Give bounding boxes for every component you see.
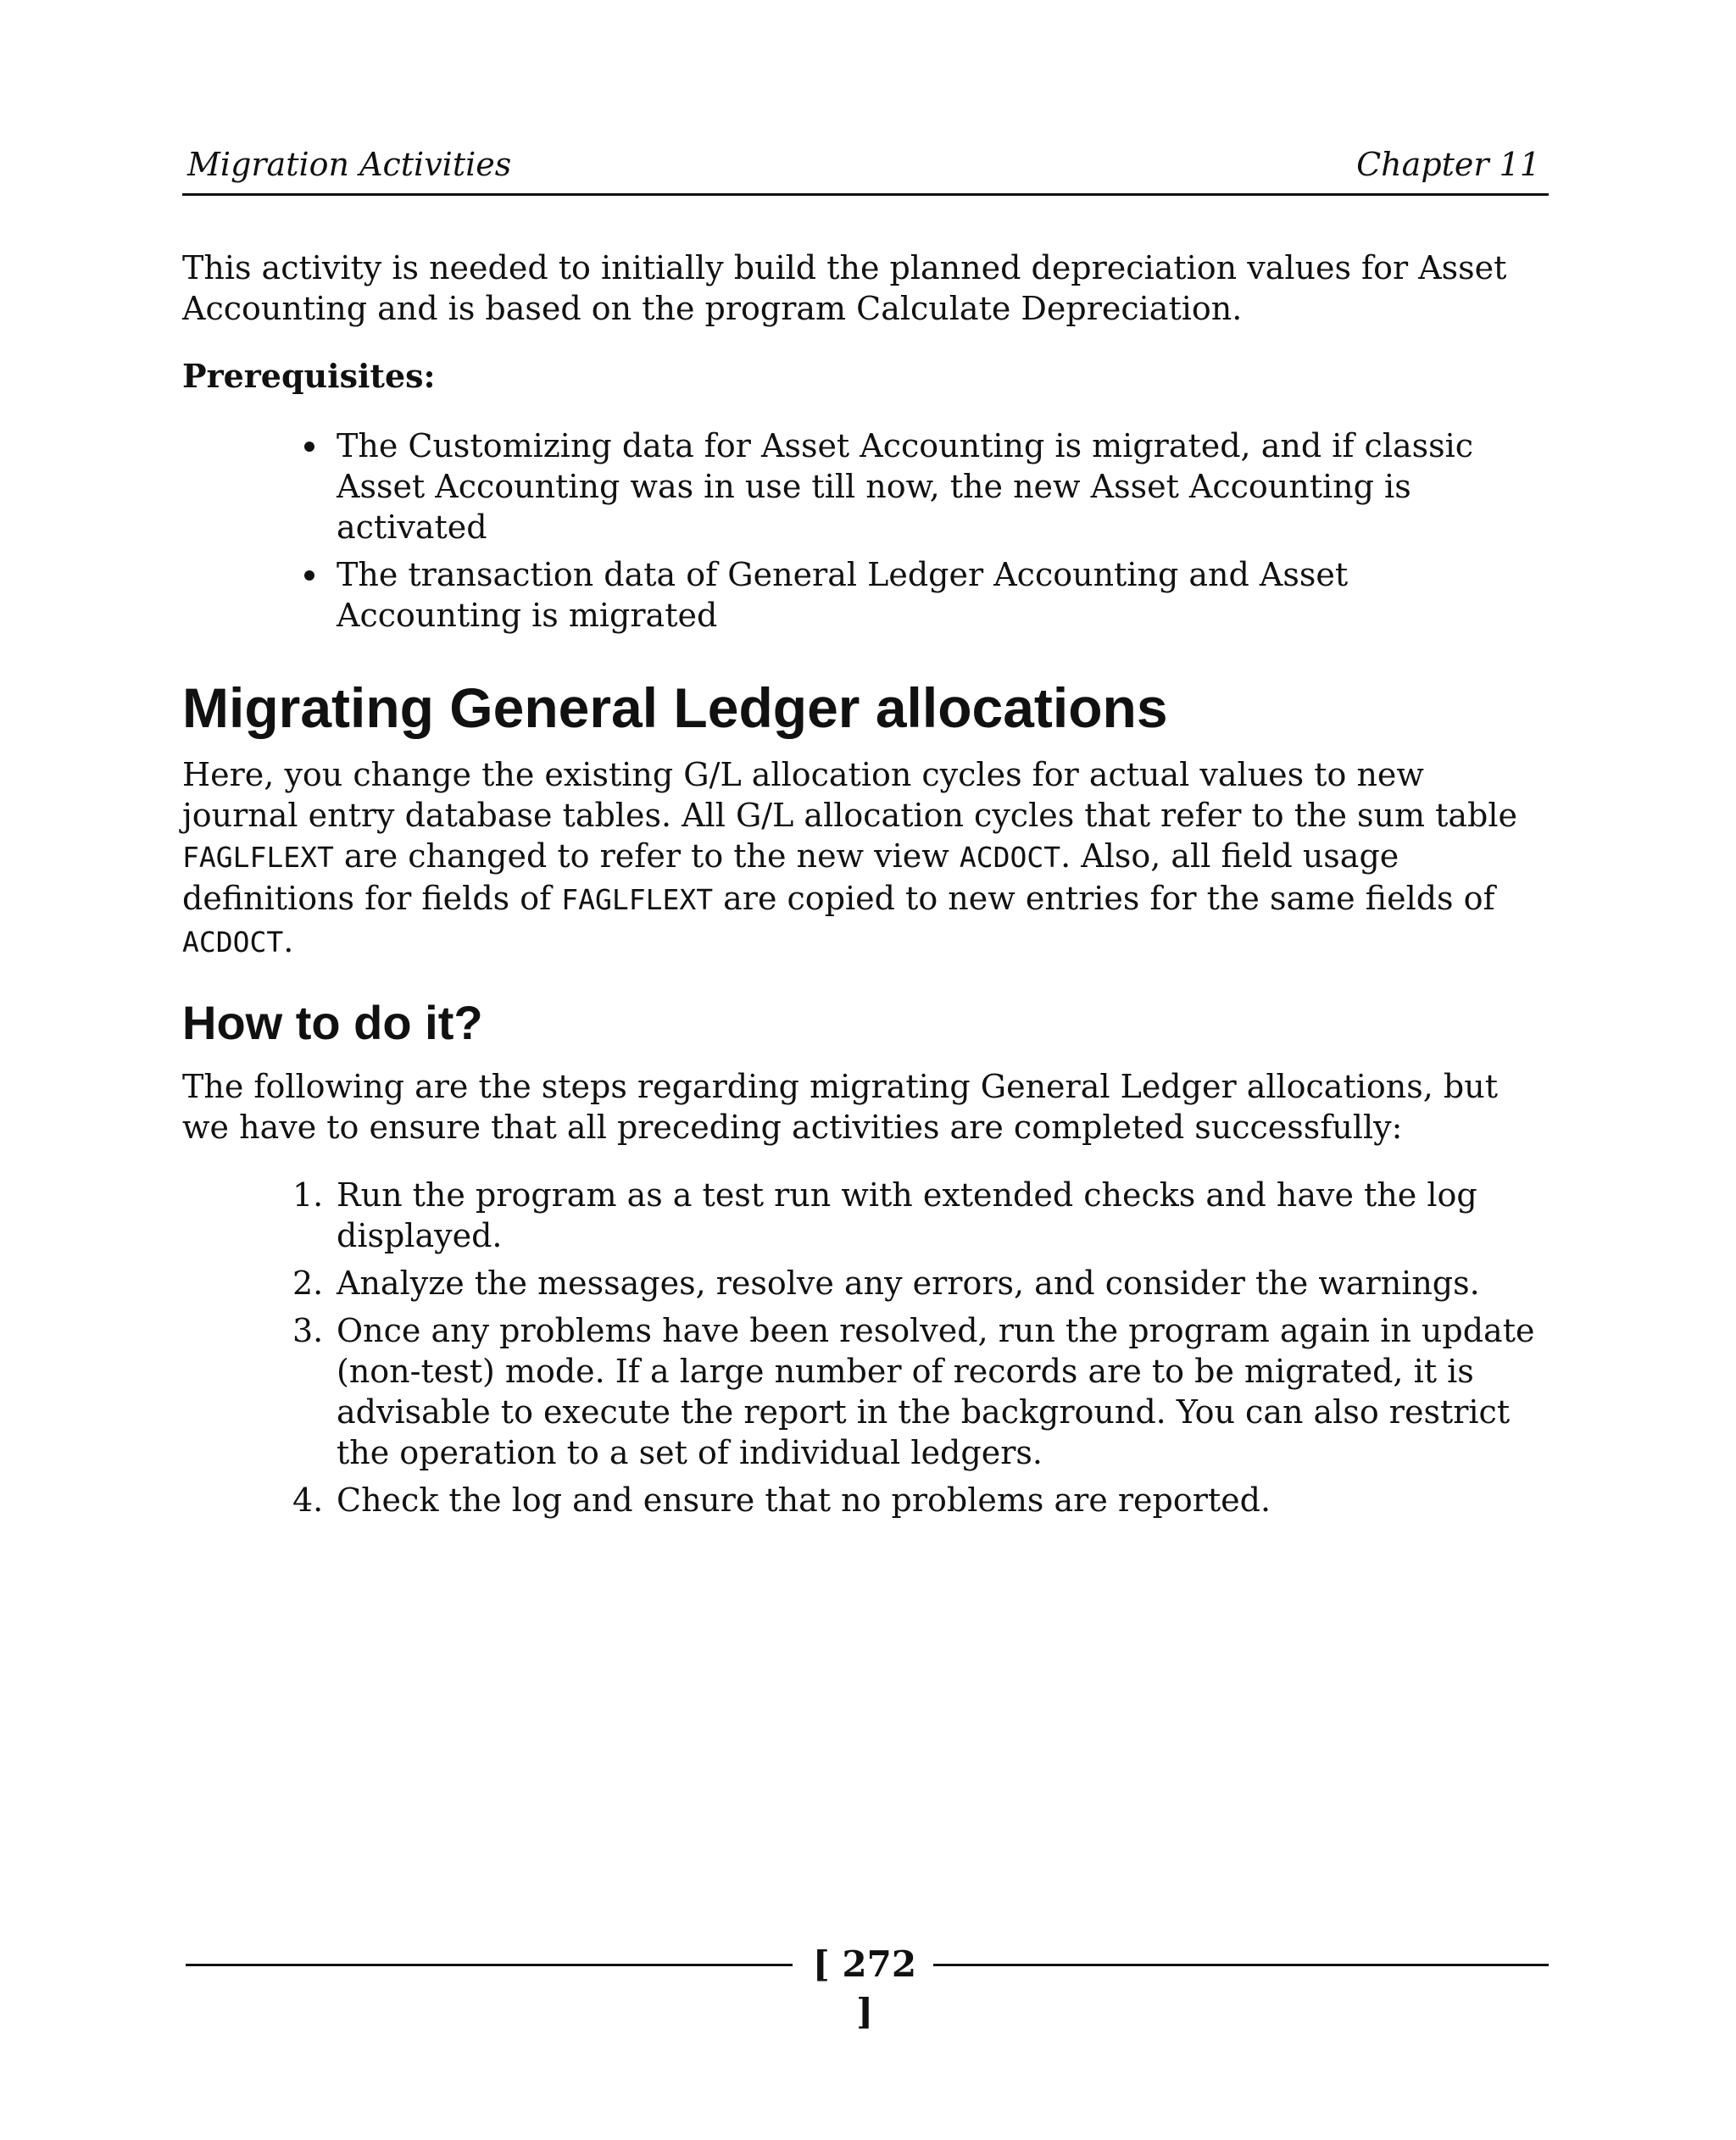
step-text: Check the log and ensure that no problems are reported.: [337, 1481, 1271, 1519]
running-header: [182, 142, 1549, 196]
step-number: 1.: [292, 1176, 324, 1214]
page-number: [ 272 ]: [812, 1943, 917, 2032]
book-page: [182, 0, 1549, 2140]
prerequisites-list: [299, 425, 1520, 642]
steps-list: [292, 1175, 1547, 1527]
step-number: 2.: [292, 1265, 324, 1302]
step-number: 4.: [292, 1481, 324, 1519]
list-item-text: The Customizing data for Asset Accounting is migrated, and if classic Asset Accounting was in use till now, the new Asset Accounting is activated: [337, 427, 1474, 546]
code-faglflext: FAGLFLEXT: [182, 841, 334, 874]
ledger-text-2: are changed to refer to the new view: [333, 837, 960, 875]
header-chapter-label: Chapter 11: [1356, 146, 1540, 183]
ledger-paragraph: [182, 754, 1549, 963]
intro-paragraph: This activity is needed to initially build the planned depreciation values for Asset Accounting and is based on the program Calculate Depreciation.: [182, 249, 1507, 327]
code-acdoct: ACDOCT: [182, 925, 284, 959]
code-acdoct: ACDOCT: [959, 841, 1061, 874]
prerequisites-label: Prerequisites:: [182, 357, 436, 395]
list-item-text: The transaction data of General Ledger Accounting and Asset Accounting is migrated: [337, 556, 1349, 634]
header-section-title: Migration Activities: [187, 146, 512, 183]
list-item: [292, 1175, 1547, 1256]
ledger-text-1: Here, you change the existing G/L allocation cycles for actual values to new journal entry database tables. All G/L allocation cycles that refer to the sum table: [182, 756, 1518, 834]
bullet-icon: [304, 570, 314, 581]
step-text: Run the program as a test run with extended checks and have the log displayed.: [337, 1176, 1477, 1254]
howto-paragraph: The following are the steps regarding migrating General Ledger allocations, but we have to ensure that all preceding activities are completed successfully:: [182, 1068, 1498, 1146]
list-item: [292, 1480, 1547, 1520]
list-item: [299, 554, 1520, 636]
ledger-text-4: are copied to new entries for the same fields of: [713, 880, 1495, 917]
section-heading-howto: How to do it?: [182, 996, 483, 1049]
footer-rule-left: [186, 1964, 793, 1966]
list-item: [292, 1263, 1547, 1303]
bullet-icon: [304, 442, 314, 452]
list-item: [292, 1310, 1547, 1473]
code-faglflext: FAGLFLEXT: [561, 883, 714, 916]
section-heading-ledger: Migrating General Ledger allocations: [182, 676, 1168, 739]
step-text: Once any problems have been resolved, run the program again in update (non-test) mode. If a large number of records are to be migrated, it is advisable to execute the report in the background. You can also restrict the operation to a set of individual ledgers.: [337, 1312, 1535, 1471]
list-item: [299, 425, 1520, 548]
step-number: 3.: [292, 1312, 324, 1349]
ledger-text-5: .: [283, 922, 294, 959]
step-text: Analyze the messages, resolve any errors, and consider the warnings.: [337, 1265, 1480, 1302]
footer-rule-right: [933, 1964, 1549, 1966]
page-footer: [182, 1939, 1549, 2032]
ledger-text-3: . Also, all field usage definitions for fields of: [182, 837, 1399, 917]
